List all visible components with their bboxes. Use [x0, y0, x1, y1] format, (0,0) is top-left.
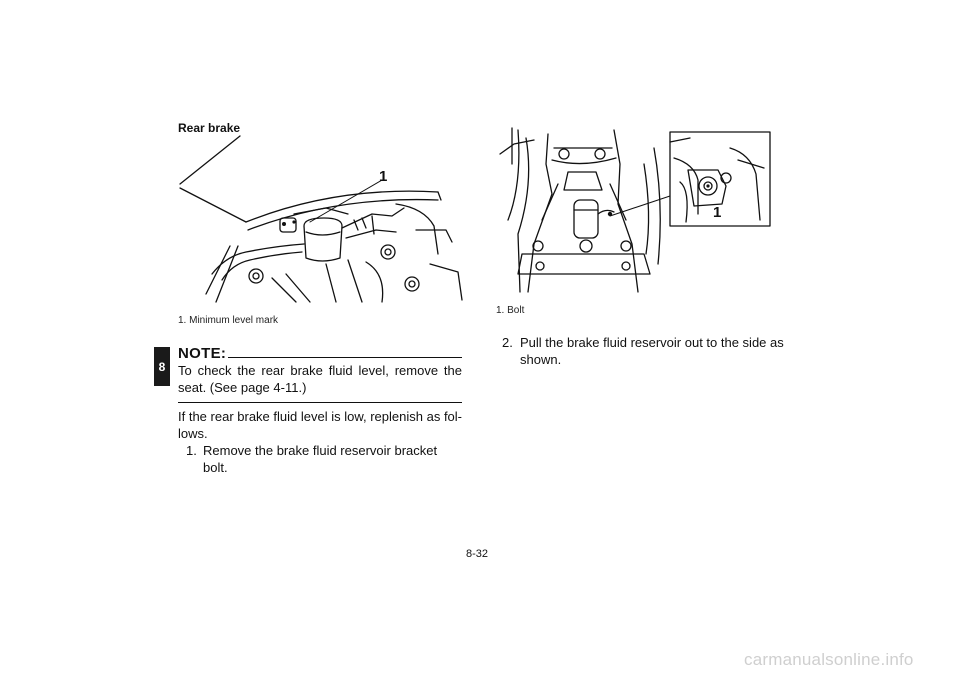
step-1-text: Remove the brake fluid reservoir bracket bolt. [203, 443, 438, 475]
note-title-rule [228, 357, 462, 358]
watermark-text: carmanualsonline.info [744, 650, 914, 669]
note-end-rule [178, 402, 462, 403]
step-2-number: 2. [502, 335, 513, 350]
rear-brake-reservoir-illustration [176, 134, 466, 304]
low-fluid-paragraph: If the rear brake fluid level is low, replenish as fol-lows. [178, 409, 462, 441]
reservoir-bracket-bolt-illustration [494, 124, 774, 296]
chapter-tab: 8 [154, 347, 170, 386]
section-title: Rear brake [178, 121, 241, 135]
figure-callout-left: 1 [379, 168, 388, 185]
step-1-number: 1. [186, 443, 197, 458]
figure-callout-right: 1 [713, 204, 722, 221]
step-2-text: Pull the brake fluid reservoir out to the side as shown. [520, 335, 784, 367]
figure-caption-right: 1. Bolt [496, 305, 525, 316]
page-number: 8-32 [466, 548, 489, 560]
note-text: To check the rear brake fluid level, remove the seat. (See page 4-11.) [178, 363, 462, 395]
note-title: NOTE: [178, 345, 227, 362]
figure-caption-left: 1. Minimum level mark [178, 315, 279, 326]
